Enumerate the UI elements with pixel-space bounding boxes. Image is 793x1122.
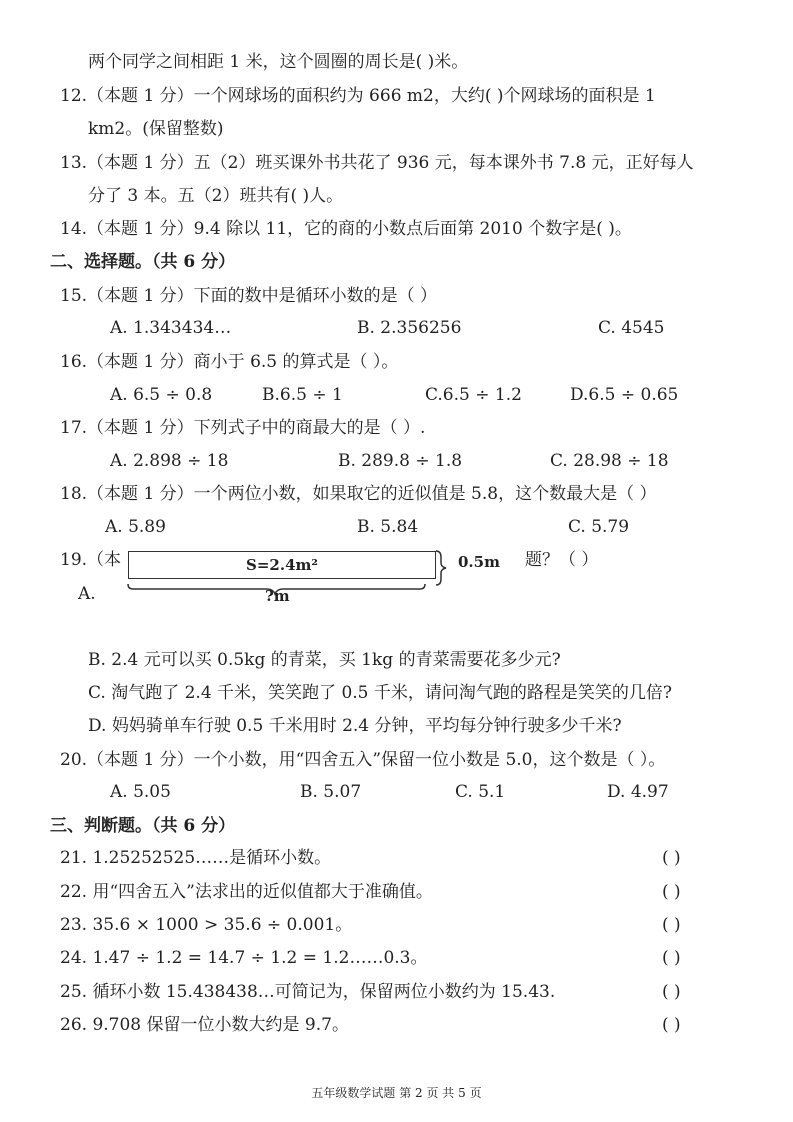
q19-option-a: A. (78, 584, 96, 604)
answer-blank-26[interactable]: ( ) (662, 1015, 681, 1035)
answer-blank-23[interactable]: ( ) (662, 915, 681, 935)
q19-stem-end: 题？（ ） (525, 550, 599, 570)
q15-stem: 15.（本题 1 分）下面的数中是循环小数的是（ ） (60, 286, 438, 306)
q20-option-d: D. 4.97 (607, 782, 669, 802)
answer-blank-24[interactable]: ( ) (662, 948, 681, 968)
judge-item-24: 24. 1.47 ÷ 1.2 = 14.7 ÷ 1.2 = 1.2……0.3。 (60, 948, 428, 968)
q12-line1: 12.（本题 1 分）一个网球场的面积约为 666 m2，大约( )个网球场的面积是 1 (60, 86, 656, 106)
q16-option-d: D.6.5 ÷ 0.65 (570, 385, 679, 405)
answer-blank-21[interactable]: ( ) (662, 848, 681, 868)
page-footer: 五年级数学试题 第 2 页 共 5 页 (311, 1086, 482, 1100)
q18-stem: 18.（本题 1 分）一个两位小数，如果取它的近似值是 5.8，这个数最大是（ ） (60, 484, 657, 504)
q13-line1: 13.（本题 1 分）五（2）班买课外书共花了 936 元，每本课外书 7.8 元，正好每人 (60, 153, 694, 173)
q16-stem: 16.（本题 1 分）商小于 6.5 的算式是（ ）。 (60, 352, 399, 372)
q17-option-b: B. 289.8 ÷ 1.8 (338, 451, 463, 471)
q19-option-d: D. 妈妈骑单车行驶 0.5 千米用时 2.4 分钟，平均每分钟行驶多少千米? (88, 716, 622, 736)
judge-item-22: 22. 用“四舍五入”法求出的近似值都大于准确值。 (60, 882, 433, 902)
q18-option-c: C. 5.79 (568, 517, 630, 537)
figure-height-label: 0.5m (458, 553, 500, 571)
q16-option-b: B.6.5 ÷ 1 (262, 385, 343, 405)
q15-option-c: C. 4545 (598, 318, 665, 338)
q20-stem: 20.（本题 1 分）一个小数，用“四舍五入”保留一位小数是 5.0，这个数是（ ）。 (60, 750, 666, 770)
q14: 14.（本题 1 分）9.4 除以 11，它的商的小数点后面第 2010 个数字是( )。 (60, 219, 632, 239)
q17-option-a: A. 2.898 ÷ 18 (110, 451, 229, 471)
section-2-heading: 二、选择题。（共 6 分） (50, 252, 236, 272)
q19-option-c: C. 淘气跑了 2.4 千米，笑笑跑了 0.5 千米，请问淘气跑的路程是笑笑的几倍? (88, 683, 673, 703)
judge-item-23: 23. 35.6 × 1000 > 35.6 ÷ 0.001。 (60, 915, 353, 935)
q17-stem: 17.（本题 1 分）下列式子中的商最大的是（ ）. (60, 418, 426, 438)
q17-option-c: C. 28.98 ÷ 18 (550, 451, 669, 471)
q15-option-a: A. 1.343434… (110, 318, 232, 338)
judge-item-26: 26. 9.708 保留一位小数大约是 9.7。 (60, 1015, 349, 1035)
answer-blank-22[interactable]: ( ) (662, 882, 681, 902)
q15-option-b: B. 2.356256 (357, 318, 462, 338)
q20-option-c: C. 5.1 (455, 782, 506, 802)
q13-line2: 分了 3 本。五（2）班共有( )人。 (88, 186, 344, 206)
q20-option-b: B. 5.07 (300, 782, 362, 802)
figure-area-label: S=2.4m² (246, 556, 318, 574)
figure-width-label: ?m (265, 587, 290, 605)
q12-line2: km2。(保留整数) (88, 119, 224, 139)
q18-option-b: B. 5.84 (357, 517, 419, 537)
answer-blank-25[interactable]: ( ) (662, 982, 681, 1002)
judge-item-25: 25. 循环小数 15.438438…可简记为，保留两位小数约为 15.43. (60, 982, 556, 1002)
q19-option-b: B. 2.4 元可以买 0.5kg 的青菜，买 1kg 的青菜需要花多少元? (88, 650, 561, 670)
q16-option-c: C.6.5 ÷ 1.2 (425, 385, 522, 405)
judge-item-21: 21. 1.25252525……是循环小数。 (60, 848, 332, 868)
q18-option-a: A. 5.89 (105, 517, 166, 537)
q11-continued: 两个同学之间相距 1 米，这个圆圈的周长是( )米。 (88, 52, 469, 72)
q20-option-a: A. 5.05 (110, 782, 171, 802)
q16-option-a: A. 6.5 ÷ 0.8 (110, 385, 213, 405)
section-3-heading: 三、判断题。（共 6 分） (50, 816, 236, 836)
q19-stem-start: 19.（本 (60, 550, 122, 570)
